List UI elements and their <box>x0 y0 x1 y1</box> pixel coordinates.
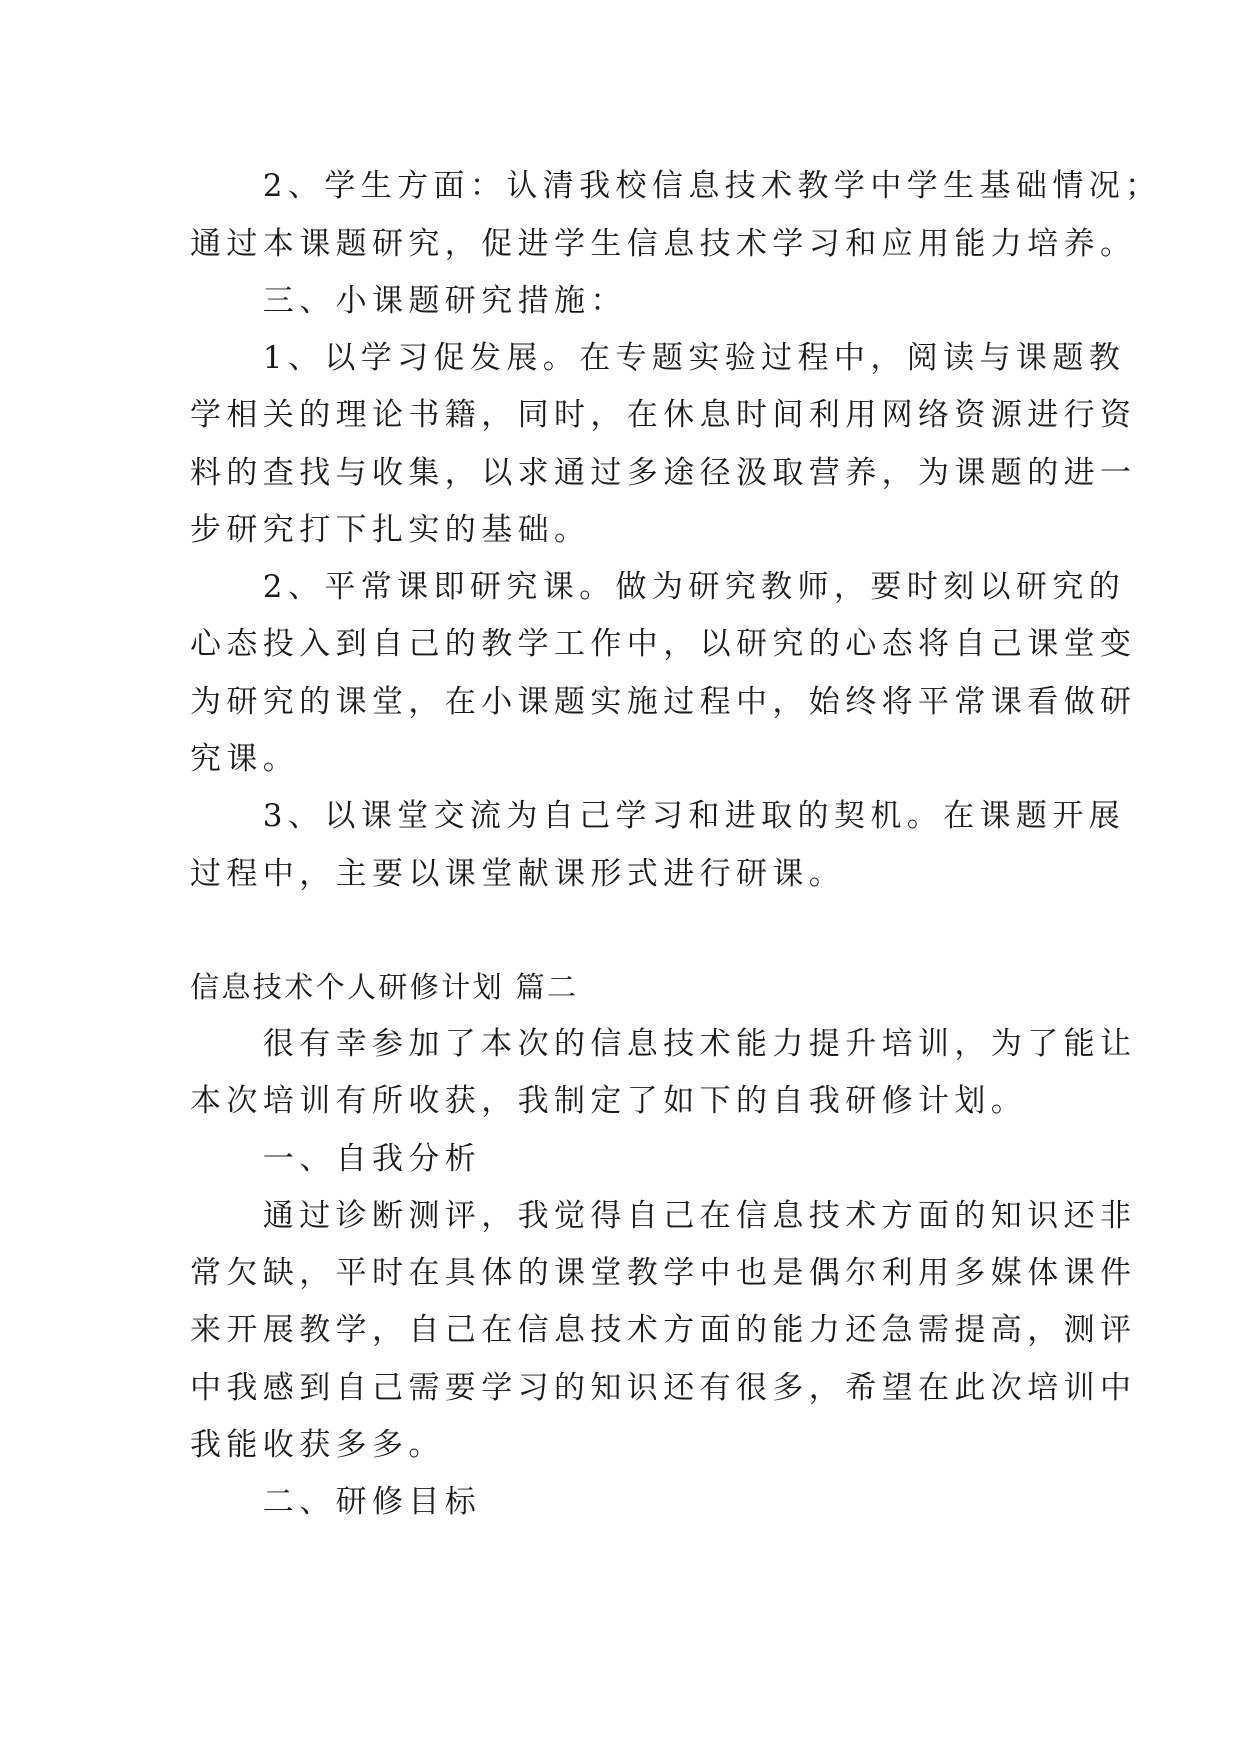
text-line: 很有幸参加了本次的信息技术能力提升培训，为了能让 <box>190 1026 1137 1062</box>
text-line: 1、以学习促发展。在专题实验过程中，阅读与课题教 <box>190 340 1126 376</box>
section-heading: 一、自我分析 <box>190 1141 482 1177</box>
text-line: 2、平常课即研究课。做为研究教师，要时刻以研究的 <box>190 569 1126 605</box>
text-line: 究课。 <box>190 741 300 777</box>
article-title: 信息技术个人研修计划 篇二 <box>190 970 579 1004</box>
text-line: 来开展教学，自己在信息技术方面的能力还急需提高，测评 <box>190 1312 1137 1348</box>
text-line: 常欠缺，平时在具体的课堂教学中也是偶尔利用多媒体课件 <box>190 1255 1137 1291</box>
text-line: 学相关的理论书籍，同时，在休息时间利用网络资源进行资 <box>190 397 1137 433</box>
text-line: 3、以课堂交流为自己学习和进取的契机。在课题开展 <box>190 798 1126 834</box>
text-line: 通过诊断测评，我觉得自己在信息技术方面的知识还非 <box>190 1198 1137 1234</box>
text-line: 过程中，主要以课堂献课形式进行研课。 <box>190 856 846 892</box>
text-line: 2、学生方面：认清我校信息技术教学中学生基础情况； <box>190 168 1162 204</box>
text-line: 为研究的课堂，在小课题实施过程中，始终将平常课看做研 <box>190 684 1137 720</box>
text-line: 步研究打下扎实的基础。 <box>190 512 591 548</box>
text-line: 心态投入到自己的教学工作中，以研究的心态将自己课堂变 <box>190 626 1137 662</box>
section-heading: 三、小课题研究措施： <box>190 283 627 319</box>
text-line: 料的查找与收集，以求通过多途径汲取营养，为课题的进一 <box>190 455 1137 491</box>
section-heading: 二、研修目标 <box>190 1484 482 1520</box>
text-line: 我能收获多多。 <box>190 1427 445 1463</box>
text-line: 中我感到自己需要学习的知识还有很多，希望在此次培训中 <box>190 1370 1137 1406</box>
text-line: 通过本课题研究，促进学生信息技术学习和应用能力培养。 <box>190 226 1137 262</box>
text-line: 本次培训有所收获，我制定了如下的自我研修计划。 <box>190 1083 1028 1119</box>
